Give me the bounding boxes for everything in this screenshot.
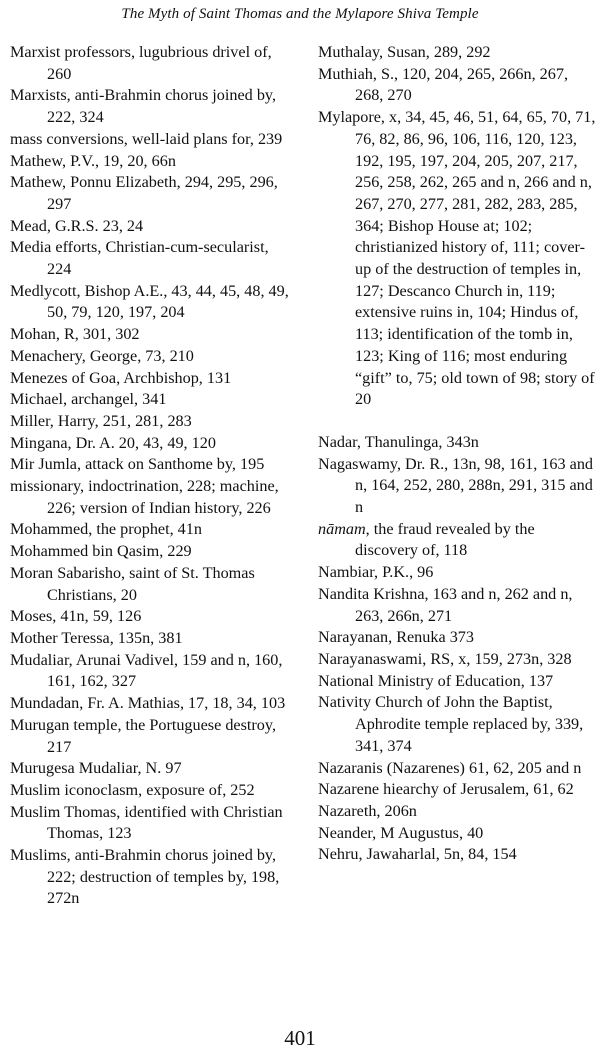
index-entry: mass conversions, well-laid plans for, 239 [10, 129, 283, 148]
index-entry: Muslims, anti-Brahmin chorus joined by, 222; destruction of temples by, 198, 272n [10, 846, 280, 908]
index-entry: Nehru, Jawaharlal, 5n, 84, 154 [318, 845, 517, 864]
index-entry: Medlycott, Bishop A.E., 43, 44, 45, 48, 49, 50, 79, 120, 197, 204 [10, 281, 289, 322]
running-header: The Myth of Saint Thomas and the Mylapore Shiva Temple [121, 6, 479, 22]
index-entry: Muthiah, S., 120, 204, 265, 266n, 267, 268, 270 [318, 64, 569, 105]
index-entry: Mohammed, the prophet, 41n [10, 520, 202, 539]
index-entry: Nadar, Thanulinga, 343n [318, 432, 479, 451]
index-entry: Nagaswamy, Dr. R., 13n, 98, 161, 163 and n, 164, 252, 280, 288n, 291, 315 and n [318, 454, 594, 517]
index-entry: Muthalay, Susan, 289, 292 [318, 43, 491, 61]
index-column-left [10, 42, 296, 910]
index-entry: nāmam, the fraud revealed by the discovery of, 118 [318, 519, 535, 560]
index-entry: Marxist professors, lugubrious drivel of, 260 [10, 43, 272, 83]
index-entry: Narayanaswami, RS, x, 159, 273n, 328 [318, 649, 572, 668]
index-entry: Nandita Krishna, 163 and n, 262 and n, 263, 266n, 271 [318, 584, 573, 625]
index-entry: Moran Sabarisho, saint of St. Thomas Christians, 20 [10, 563, 255, 604]
index-entry: Mohammed bin Qasim, 229 [10, 542, 192, 561]
index-entry: Mir Jumla, attack on Santhome by, 195 [10, 455, 265, 474]
index-column-right [318, 42, 596, 866]
index-entry: Miller, Harry, 251, 281, 283 [10, 411, 192, 430]
italic-term: nāmam [318, 519, 366, 538]
index-entry: Mudaliar, Arunai Vadivel, 159 and n, 160, 161, 162, 327 [10, 650, 283, 691]
index-entry: National Ministry of Education, 137 [318, 671, 554, 690]
index-entry: Mylapore, x, 34, 45, 46, 51, 64, 65, 70, 71, 76, 82, 86, 96, 106, 116, 120, 123, 192, 195, 197, 204, 205, 207, 217, 256, 258, 262, 265 and n, 266 and n, 267, 270, 277, 281, 282, 283, 285, 364; Bishop House at; 102; christianized history of, 111; cover-up of the destruction of temples in, 127; Descanco Church in, 119; extensive ruins in, 104; Hindus of, 113; identification of the tomb in, 123; King of 116; most enduring “gift” to, 75; old town of 98; story of 20 [318, 108, 596, 409]
index-entry: Murugan temple, the Portuguese destroy, 217 [10, 715, 276, 756]
index-entry: Mohan, R, 301, 302 [10, 325, 140, 344]
index-entry: Menachery, George, 73, 210 [10, 346, 194, 365]
index-entry: Nazareth, 206n [318, 801, 417, 820]
index-entry: Nazarene hiearchy of Jerusalem, 61, 62 [318, 780, 574, 799]
index-entry: Muslim iconoclasm, exposure of, 252 [10, 780, 255, 799]
index-entry: Murugesa Mudaliar, N. 97 [10, 759, 182, 778]
index-entry: Moses, 41n, 59, 126 [10, 607, 142, 626]
index-entry: Michael, archangel, 341 [10, 390, 167, 409]
index-entry: Nativity Church of John the Baptist, Aphrodite temple replaced by, 339, 341, 374 [318, 693, 584, 755]
index-entry: Nazaranis (Nazarenes) 61, 62, 205 and n [318, 758, 582, 777]
index-entry: Marxists, anti-Brahmin chorus joined by, 222, 324 [10, 86, 277, 127]
index-entry: Media efforts, Christian-cum-secularist, 224 [10, 238, 269, 279]
index-entry: Mathew, P.V., 19, 20, 66n [10, 151, 176, 170]
index-entry: Mingana, Dr. A. 20, 43, 49, 120 [10, 433, 216, 452]
index-entry: Nambiar, P.K., 96 [318, 563, 434, 582]
index-entry: Mundadan, Fr. A. Mathias, 17, 18, 34, 103 [10, 694, 286, 713]
index-entry: Mother Teressa, 135n, 381 [10, 628, 183, 647]
index-entry: Neander, M Augustus, 40 [318, 823, 484, 842]
index-entry: Narayanan, Renuka 373 [318, 628, 474, 647]
index-entry: missionary, indoctrination, 228; machine, 226; version of Indian history, 226 [10, 477, 279, 517]
index-entry: Menezes of Goa, Archbishop, 131 [10, 368, 232, 387]
page-number: 401 [284, 1026, 316, 1050]
index-entry: Muslim Thomas, identified with Christian Thomas, 123 [10, 802, 283, 843]
index-entry: Mathew, Ponnu Elizabeth, 294, 295, 296, 297 [10, 173, 278, 213]
index-entry: Mead, G.R.S. 23, 24 [10, 216, 144, 235]
